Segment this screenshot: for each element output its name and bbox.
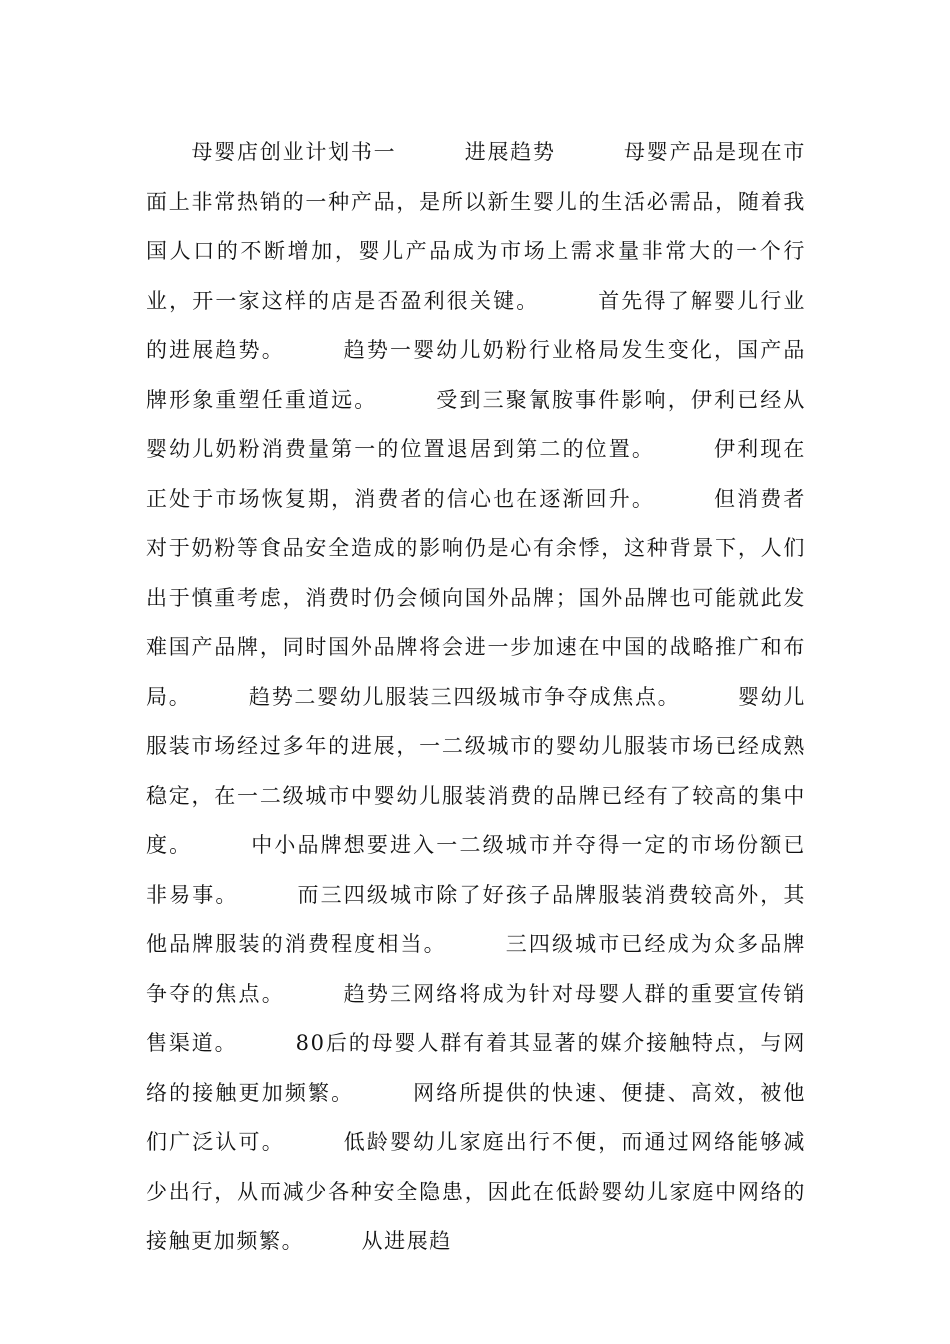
body-paragraph: 母婴店创业计划书一 进展趋势 母婴产品是现在市面上非常热销的一种产品，是所以新生婴儿的生活必需品，随着我国人口的不断增加，婴儿产品成为市场上需求量非常大的一个行业，开一家这样的店是否盈利很关键。 首先得了解婴儿行业的进展趋势。 趋势一婴幼儿奶粉行业格局发生变化，国产品牌形象重塑任重道远。 受到三聚氰胺事件影响，伊利已经从婴幼儿奶粉消费量第一的位置退居到第二的位置。 伊利现在正处于市场恢复期，消费者的信心也在逐渐回升。 但消费者对于奶粉等食品安全造成的影响仍是心有余悸，这种背景下，人们出于慎重考虑，消费时仍会倾向国外品牌；国外品牌也可能就此发难国产品牌，同时国外品牌将会进一步加速在中国的战略推广和布局。 趋势二婴幼儿服装三四级城市争夺成焦点。 婴幼儿服装市场经过多年的进展，一二级城市的婴幼儿服装市场已经成熟稳定，在一二级城市中婴幼儿服装消费的品牌已经有了较高的集中度。 中小品牌想要进入一二级城市并夺得一定的市场份额已非易事。 而三四级城市除了好孩子品牌服装消费较高外，其他品牌服装的消费程度相当。 三四级城市已经成为众多品牌争夺的焦点。 趋势三网络将成为针对母婴人群的重要宣传销售渠道。 80后的母婴人群有着其显著的媒介接触特点，与网络的接触更加频繁。 网络所提供的快速、便捷、高效，被他们广泛认可。 低龄婴幼儿家庭出行不便，而通过网络能够减少出行，从而减少各种安全隐患，因此在低龄婴幼儿家庭中网络的接触更加频繁。 从进展趋 — [146, 140, 806, 1253]
